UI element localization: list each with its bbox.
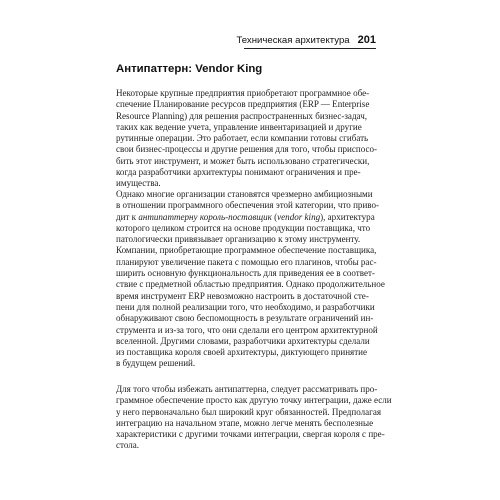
paragraph-line: спечение Планирование ресурсов предприятия (ERP — Enterprise (116, 99, 370, 110)
paragraph-1 (116, 88, 382, 190)
paragraph-line: Однако многие организации становятся чрезмерно амбициозными (116, 189, 373, 199)
paragraph-line: струмента и из-за того, что они сделали его центром архитектурной (116, 324, 378, 335)
paragraph-line: Для того чтобы избежать антипаттерна, следует рассматривать про- (116, 384, 378, 394)
line-segment: ), архитектура (320, 211, 375, 222)
paragraph-line: обнаруживают свою беспомощность в результате ограничений ин- (116, 313, 374, 324)
paragraph-line: пени для полной реализации того, что необходимо, и разработчики (116, 301, 375, 312)
paragraph-line: имущества. (116, 178, 161, 189)
paragraph-line: у него первоначально был широкий круг обязанностей. Предполагая (116, 406, 382, 417)
running-title: Техническая архитектура (236, 35, 350, 46)
line-segment: дит к (116, 211, 139, 222)
paragraph-line: Некоторые крупные предприятия приобретают программное обе- (116, 88, 370, 98)
paragraph-line: таких как ведение учета, управление инвентаризацией и другие (116, 121, 362, 132)
paragraph-line: из поставщика короля своей архитектуры, диктующего принятие (116, 347, 368, 358)
emphasized-term: антипаттерну король-поставщик (138, 211, 272, 222)
header-rule (244, 48, 376, 49)
paragraph-line: интеграцию на начальном этапе, можно легче менять бесполезные (116, 417, 374, 428)
paragraph-line: патологически привязывает организацию к этому инструменту. (116, 234, 361, 245)
paragraph-line: рутинные операции. Это работает, если компании готовы сгибать (116, 133, 369, 144)
section-heading: Антипаттерн: Vendor King (116, 63, 263, 75)
paragraph-line: в отношении программного обеспечения этой категории, что приво- (116, 200, 380, 211)
paragraph-line: Компании, приобретающие программное обеспечение поставщика, (116, 245, 377, 256)
paragraph-line: характеристики с другими точками интеграции, свергая короля с пре- (116, 429, 385, 440)
paragraph-line: ширить основную функциональность для приведения ее в соответ- (116, 268, 375, 279)
paragraph-line: Resource Planning) для решения распространенных бизнес-задач, (116, 110, 368, 121)
paragraph-line: время инструмент ERP невозможно настроить в достаточной сте- (116, 290, 369, 301)
paragraph-line: бить этот инструмент, и может быть использовано стратегически, (116, 155, 370, 166)
paragraph-2 (116, 189, 385, 370)
running-header (236, 34, 376, 46)
paragraph-line: свои бизнес-процессы и другие решения для того, чтобы приспосо- (116, 144, 378, 155)
paragraph-line: когда разработчики архитектуры понимают ограничения и пре- (116, 167, 361, 178)
paragraph-line: ствие с предметной областью предприятия. Однако продолжительное (116, 279, 385, 290)
line-segment: ( (271, 211, 278, 222)
paragraph-line: планируют увеличение пакета с помощью его плагинов, чтобы рас- (116, 256, 377, 267)
paragraph-line: вселенной. Другими словами, разработчики архитектуры сделали (116, 335, 370, 346)
paragraph-line-with-emphasis (116, 212, 382, 223)
paragraph-line: в будущем решений. (116, 358, 196, 369)
paragraph-line: стола. (116, 440, 140, 451)
paragraph-3 (116, 384, 392, 452)
paragraph-line: которого целиком строится на основе продукции поставщика, что (116, 222, 371, 233)
paragraph-line: граммное обеспечение просто как другую точку интеграции, даже если (116, 395, 392, 406)
page-number: 201 (357, 34, 376, 46)
emphasized-term-english: vendor king (277, 211, 321, 222)
